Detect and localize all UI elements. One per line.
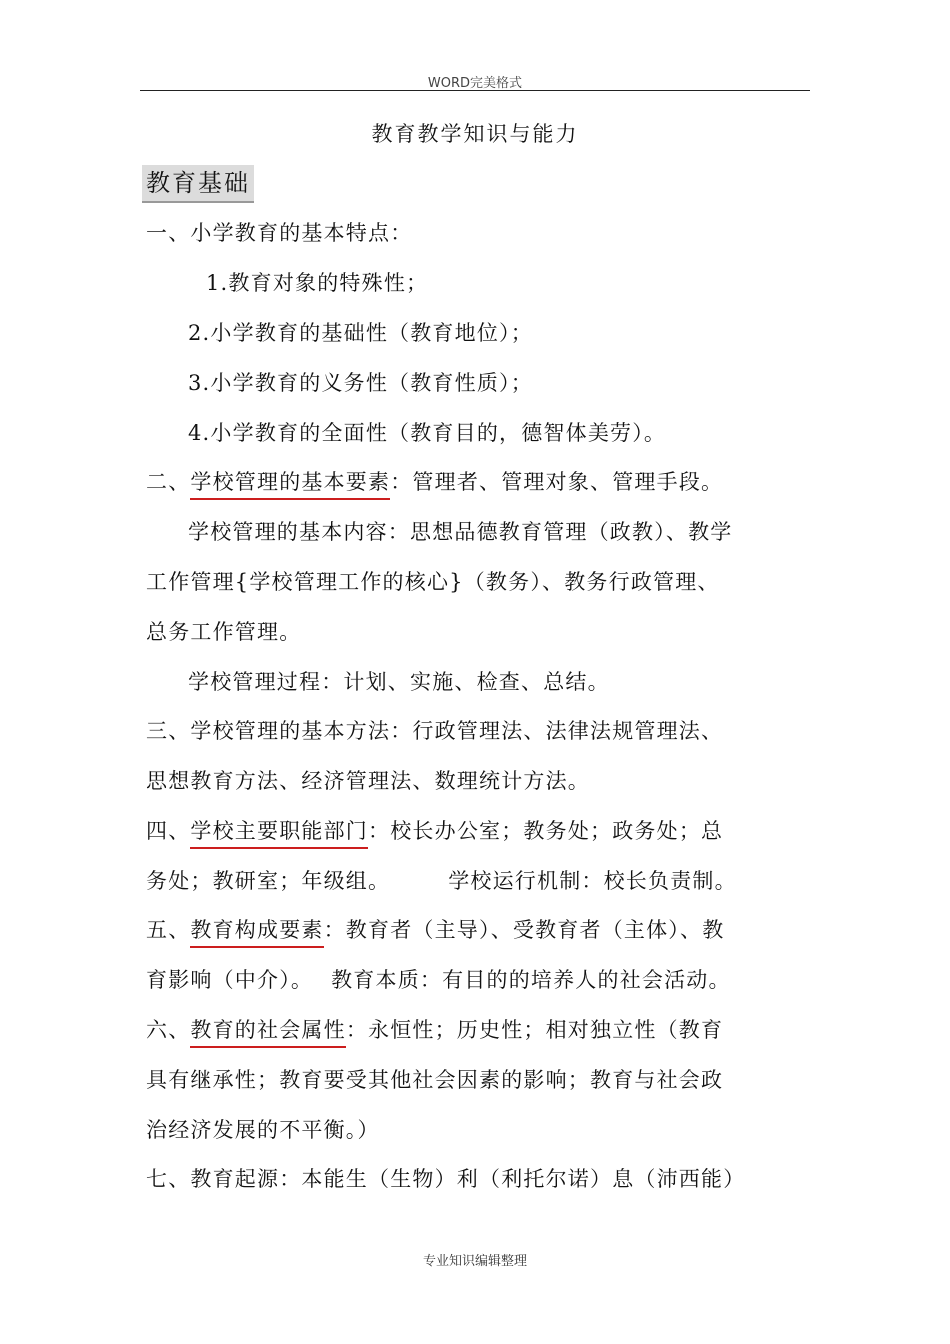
page-header: WORD完美格式	[427, 76, 523, 91]
underlined-term: 学校主要职能部门	[190, 819, 368, 849]
page-footer: 专业知识编辑整理	[422, 1254, 527, 1269]
underlined-term: 教育的社会属性	[190, 1018, 345, 1048]
document-title: 教育教学知识与能力	[371, 122, 579, 146]
paragraph-line: 工作管理{学校管理工作的核心}（教务）、教务行政管理、	[146, 570, 720, 594]
point-6-line: 治经济发展的不平衡。）	[146, 1118, 380, 1142]
point-6-line	[146, 1015, 810, 1045]
point-prefix: 四、	[146, 819, 191, 843]
paragraph-line: 学校管理的基本内容：思想品德教育管理（政教）、教学	[188, 520, 733, 544]
point-text: 学校运行机制：校长负责制。	[448, 869, 737, 893]
list-item: 2.小学教育的基础性（教育地位）；	[188, 321, 533, 345]
paragraph-line: 学校管理过程：计划、实施、检查、总结。	[188, 670, 610, 694]
underlined-term: 学校管理的基本要素	[190, 470, 390, 500]
point-text: ：教育者（主导）、受教育者（主体）、教	[323, 918, 725, 942]
point-prefix: 六、	[146, 1018, 191, 1042]
point-4-line	[146, 816, 810, 846]
list-item: 3.小学教育的义务性（教育性质）；	[188, 371, 533, 395]
point-3-line: 思想教育方法、经济管理法、数理统计方法。	[146, 769, 590, 793]
point-prefix: 五、	[146, 918, 191, 942]
point-6-line: 具有继承性；教育要受其他社会因素的影响；教育与社会政	[146, 1068, 724, 1092]
point-1-heading: 一、小学教育的基本特点：	[146, 221, 413, 245]
header-rule	[140, 90, 810, 91]
point-text: 育影响（中介）。	[146, 968, 314, 992]
point-5-line	[146, 965, 810, 995]
point-3-line: 三、学校管理的基本方法：行政管理法、法律法规管理法、	[146, 719, 724, 743]
paragraph-line: 总务工作管理。	[146, 620, 302, 644]
point-2-line	[146, 467, 810, 497]
list-item: 4.小学教育的全面性（教育目的，德智体美劳）。	[188, 421, 667, 445]
point-text: ：永恒性；历史性；相对独立性（教育	[345, 1018, 724, 1042]
underlined-term: 教育构成要素	[190, 918, 323, 948]
point-text: ：校长办公室；教务处；政务处；总	[368, 819, 724, 843]
list-item: 1.教育对象的特殊性；	[206, 271, 429, 295]
point-7-line: 七、教育起源：本能生（生物）利（利托尔诺）息（沛西能）	[146, 1167, 746, 1191]
point-text: 务处；教研室；年级组。	[146, 869, 391, 893]
point-text: ：管理者、管理对象、管理手段。	[390, 470, 724, 494]
point-4-line	[146, 866, 810, 896]
point-text: 教育本质：有目的的培养人的社会活动。	[331, 968, 731, 992]
point-prefix: 二、	[146, 470, 191, 494]
section-heading: 教育基础	[142, 165, 254, 203]
point-5-line	[146, 915, 810, 945]
